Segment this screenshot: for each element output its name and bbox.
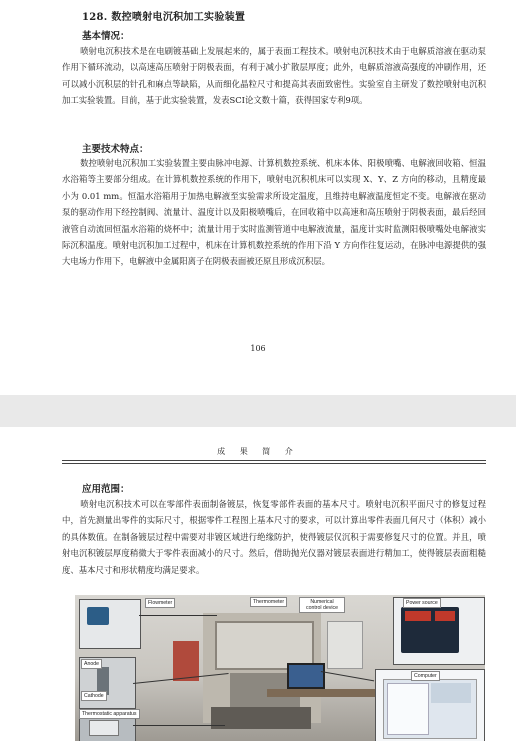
running-head: 成 果 简 介: [217, 447, 299, 456]
line-thermostatic: [133, 725, 225, 726]
label-thermostatic: Thermostatic apparatus: [79, 709, 140, 719]
header-rule-thin: [62, 463, 486, 464]
label-flowmeter: Flowmeter: [145, 598, 175, 608]
numerical-control-device: [327, 621, 363, 669]
label-cathode: Cathode: [81, 691, 107, 701]
label-anode: Anode: [81, 659, 102, 669]
section-heading-application: 应用范围：: [82, 484, 130, 495]
label-numerical-control: Numerical control device: [299, 597, 345, 613]
flowmeter-device: [87, 607, 109, 625]
page-gap: [0, 395, 516, 427]
thermostatic-device: [89, 720, 119, 736]
label-computer: Computer: [411, 671, 440, 681]
section-heading-features: 主要技术特点：: [82, 144, 149, 155]
label-power-source: Power source: [403, 598, 441, 608]
apparatus-photo: [75, 595, 485, 741]
section-text-features: [62, 155, 486, 270]
power-source-display-2: [435, 611, 455, 621]
basic-text: 喷射电沉积技术是在电刷镀基础上发展起来的，属于表面工程技术。喷射电沉积技术由于电解质溶液在驱动泵作用下循环流动，以高速高压喷射于阴极表面，有利于减小扩散层厚度；此外，电解质溶液高强度的冲刷作用，还可以减小沉积层的针孔和麻点等缺陷，从而细化晶粒尺寸和提高其表面致密性。实验室自主研发了数控喷射电沉积加工实验装置。目前，基于此实验装置，发表SCI论文数十篇，获得国家专利9项。: [62, 46, 486, 106]
power-source-display: [405, 611, 431, 621]
desk: [267, 689, 377, 697]
application-text: 喷射电沉积技术可以在零部件表面制备镀层，恢复零部件表面的基本尺寸。喷射电沉积平面尺寸的修复过程中，首先测量出零件的实际尺寸，根据零件工程图上基本尺寸的要求，可以计算出零件表面几何尺寸（体积）减小的具体数值。在制备镀层过程中需要对非镀区域进行绝缘防护，使得镀层仅沉积于需要修复尺寸的位置。并且，喷射电沉积镀层厚度稍微大于零件表面减小的尺寸。然后，借助抛光仪器对镀层表面进行精加工，使得镀层表面粗糙度、基本尺寸和形状精度均满足要求。: [62, 499, 486, 575]
red-cabinet: [173, 641, 199, 681]
section-text-application: [62, 496, 486, 578]
machine-base: [211, 707, 311, 729]
header-rule: [62, 460, 486, 461]
page-number: 106: [250, 344, 266, 353]
page-107: [0, 427, 516, 741]
features-text: 数控喷射电沉积加工实验装置主要由脉冲电源、计算机数控系统、机床本体、阳极喷嘴、电解液回收箱、恒温水浴箱等主要部分组成。在计算机数控系统的作用下，喷射电沉积机床可以实现 X、Y、Z 方向的移动，且精度最小为 0.01 mm。恒温水浴箱用于加热电解液至实验需求所设定温度，且维持电解液温度恒定不变。电解液在驱动泵的驱动作用下经控制阀、流量计、温度计以及阳极喷嘴后，在回收箱中以高速和高压喷射于阴极表面，最后经回液管自动流回恒温水浴箱的烧杯中；流量计用于实时监测管道中电解液流量，温度计实时监测阳极喷嘴处电解液实际沉积温度。喷射电沉积加工过程中，机床在计算机数控系统的作用下沿 Y 方向作往复运动，在脉冲电源提供的强大电场力作用下，电解液中金属阳离子在阴极表面被还原且形成沉积层。: [62, 158, 486, 267]
section-text-basic: [62, 43, 486, 109]
section-heading-basic: 基本情况：: [82, 31, 130, 42]
label-thermometer: Thermometer: [250, 597, 287, 607]
article-title: 128. 数控喷射电沉积加工实验装置: [82, 12, 246, 23]
software-panel-2: [431, 683, 471, 703]
laptop-screen: [287, 663, 325, 689]
line-flowmeter: [139, 615, 217, 616]
software-panel: [387, 683, 429, 735]
